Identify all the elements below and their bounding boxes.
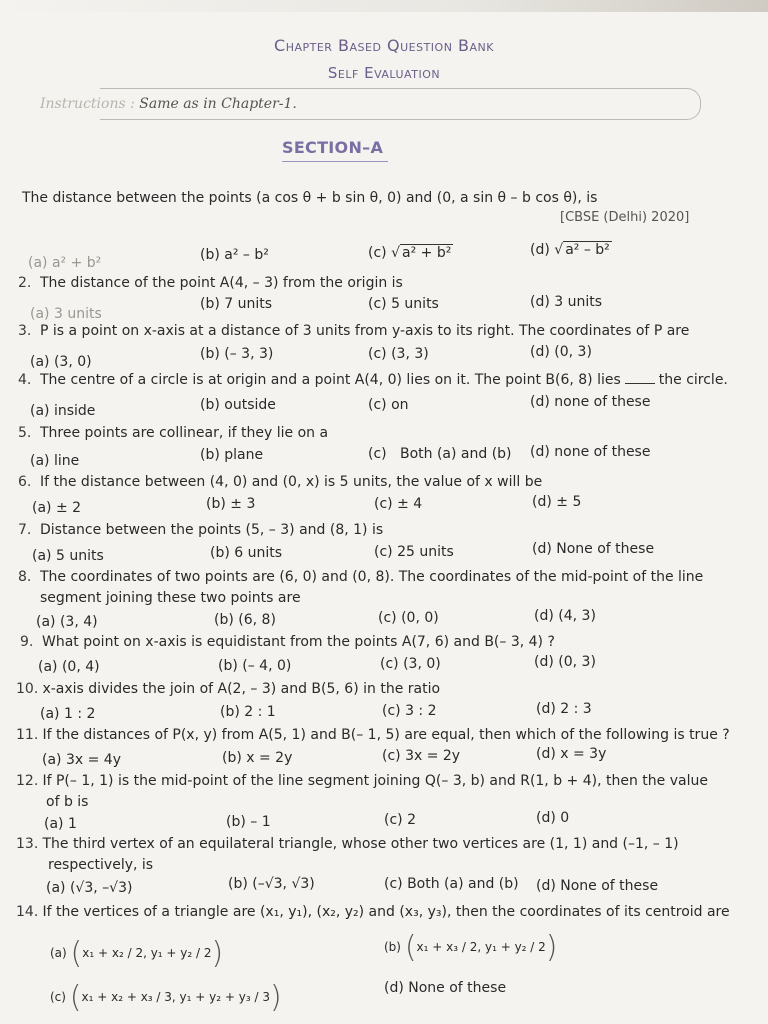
page-title: Chapter Based Question Bank — [274, 36, 494, 55]
q11-option-a: (a) 3x = 4y — [42, 752, 121, 768]
question-11: 11. If the distances of P(x, y) from A(5, 1) and B(– 1, 5) are equal, then which of the following is true ? — [16, 727, 730, 743]
q6-option-c: (c) ± 4 — [374, 496, 423, 512]
q4-option-d: (d) none of these — [530, 394, 651, 410]
question-source: [CBSE (Delhi) 2020] — [560, 210, 690, 225]
question-14: 14. If the vertices of a triangle are (x₁, y₁), (x₂, y₂) and (x₃, y₃), then the coordinates of its centroid are — [16, 904, 730, 920]
q6-option-b: (b) ± 3 — [206, 496, 256, 512]
q5-option-c: (c) Both (a) and (b) — [368, 446, 512, 462]
q12-option-c: (c) 2 — [384, 812, 416, 828]
q8-option-b: (b) (6, 8) — [214, 612, 276, 628]
q13-option-c: (c) Both (a) and (b) — [384, 876, 519, 892]
page-subtitle: Self Evaluation — [327, 64, 441, 82]
question-7: 7. Distance between the points (5, – 3) and (8, 1) is — [18, 522, 384, 538]
q6-option-a: (a) ± 2 — [32, 500, 82, 516]
question-5: 5. Three points are collinear, if they lie on a — [18, 425, 329, 441]
answer-blank — [625, 383, 655, 384]
question-2: 2. The distance of the point A(4, – 3) from the origin is — [18, 275, 403, 291]
q5-option-d: (d) none of these — [530, 444, 651, 460]
q5-option-a: (a) line — [30, 453, 80, 469]
q13-option-b: (b) (–√3, √3) — [228, 876, 315, 892]
question-6: 6. If the distance between (4, 0) and (0, x) is 5 units, the value of x will be — [18, 474, 543, 490]
question-9: 9. What point on x-axis is equidistant from the points A(7, 6) and B(– 3, 4) ? — [20, 634, 555, 650]
question-10: 10. x-axis divides the join of A(2, – 3) and B(5, 6) in the ratio — [16, 681, 441, 697]
q3-option-a: (a) (3, 0) — [30, 354, 92, 370]
q13-option-a: (a) (√3, –√3) — [46, 880, 133, 896]
q2-option-d: (d) 3 units — [530, 294, 603, 310]
q14-option-a: (a) (x₁ + x₂ / 2, y₁ + y₂ / 2) — [50, 936, 224, 971]
q4-option-a: (a) inside — [30, 403, 96, 419]
q13-option-d: (d) None of these — [536, 878, 659, 894]
q9-option-d: (d) (0, 3) — [534, 654, 596, 670]
q7-option-c: (c) 25 units — [374, 544, 454, 560]
q2-option-c: (c) 5 units — [368, 296, 439, 312]
q4-option-b: (b) outside — [200, 397, 276, 413]
scan-top-edge — [0, 0, 768, 12]
q7-option-d: (d) None of these — [532, 541, 655, 557]
q6-option-d: (d) ± 5 — [532, 494, 582, 510]
q1-option-c: (c) √ a² + b² — [368, 245, 452, 261]
q5-option-b: (b) plane — [200, 447, 264, 463]
q11-option-d: (d) x = 3y — [536, 746, 607, 762]
q14-option-b: (b) (x₁ + x₃ / 2, y₁ + y₂ / 2) — [384, 930, 558, 965]
question-4: 4. The centre of a circle is at origin and a point A(4, 0) lies on it. The point B(6, 8) lies the circle. — [18, 372, 728, 388]
q9-option-c: (c) (3, 0) — [380, 656, 441, 672]
question-1: The distance between the points (a cos θ + b sin θ, 0) and (0, a sin θ – b cos θ), is — [22, 190, 598, 206]
q10-option-c: (c) 3 : 2 — [382, 703, 437, 719]
q2-option-a: (a) 3 units — [30, 306, 102, 322]
question-12: 12. If P(– 1, 1) is the mid-point of the line segment joining Q(– 3, b) and R(1, b + 4), then the value — [16, 773, 708, 789]
q8-option-c: (c) (0, 0) — [378, 610, 439, 626]
section-heading: SECTION–A — [282, 138, 384, 157]
q1-option-b: (b) a² – b² — [200, 247, 269, 263]
q10-option-a: (a) 1 : 2 — [40, 706, 96, 722]
q11-option-c: (c) 3x = 2y — [382, 748, 461, 764]
q12-option-b: (b) – 1 — [226, 814, 271, 830]
question-13-cont: respectively, is — [48, 857, 154, 873]
instructions: Instructions : Same as in Chapter-1. — [40, 96, 297, 112]
q7-option-b: (b) 6 units — [210, 545, 283, 561]
section-underline — [282, 161, 388, 162]
q8-option-d: (d) (4, 3) — [534, 608, 596, 624]
q11-option-b: (b) x = 2y — [222, 750, 293, 766]
q3-option-b: (b) (– 3, 3) — [200, 346, 274, 362]
question-12-cont: of b is — [46, 794, 89, 810]
q4-option-c: (c) on — [368, 397, 409, 413]
q10-option-d: (d) 2 : 3 — [536, 701, 592, 717]
q8-option-a: (a) (3, 4) — [36, 614, 98, 630]
q2-option-b: (b) 7 units — [200, 296, 273, 312]
q14-option-c: (c) (x₁ + x₂ + x₃ / 3, y₁ + y₂ + y₃ / 3) — [50, 980, 282, 1015]
q7-option-a: (a) 5 units — [32, 548, 104, 564]
q9-option-b: (b) (– 4, 0) — [218, 658, 292, 674]
question-13: 13. The third vertex of an equilateral triangle, whose other two vertices are (1, 1) and (–1, – 1) — [16, 836, 679, 852]
q1-option-a: (a) a² + b² — [28, 255, 102, 271]
q9-option-a: (a) (0, 4) — [38, 659, 100, 675]
question-8: 8. The coordinates of two points are (6, 0) and (0, 8). The coordinates of the mid-point of the line — [18, 569, 704, 585]
q3-option-d: (d) (0, 3) — [530, 344, 592, 360]
question-3: 3. P is a point on x-axis at a distance of 3 units from y-axis to its right. The coordinates of P are — [18, 323, 690, 339]
q1-option-d: (d) √ a² – b² — [530, 242, 610, 258]
question-8-cont: segment joining these two points are — [40, 590, 301, 606]
q12-option-d: (d) 0 — [536, 810, 570, 826]
q10-option-b: (b) 2 : 1 — [220, 704, 276, 720]
q14-option-d: (d) None of these — [384, 980, 507, 996]
q12-option-a: (a) 1 — [44, 816, 77, 832]
q3-option-c: (c) (3, 3) — [368, 346, 429, 362]
